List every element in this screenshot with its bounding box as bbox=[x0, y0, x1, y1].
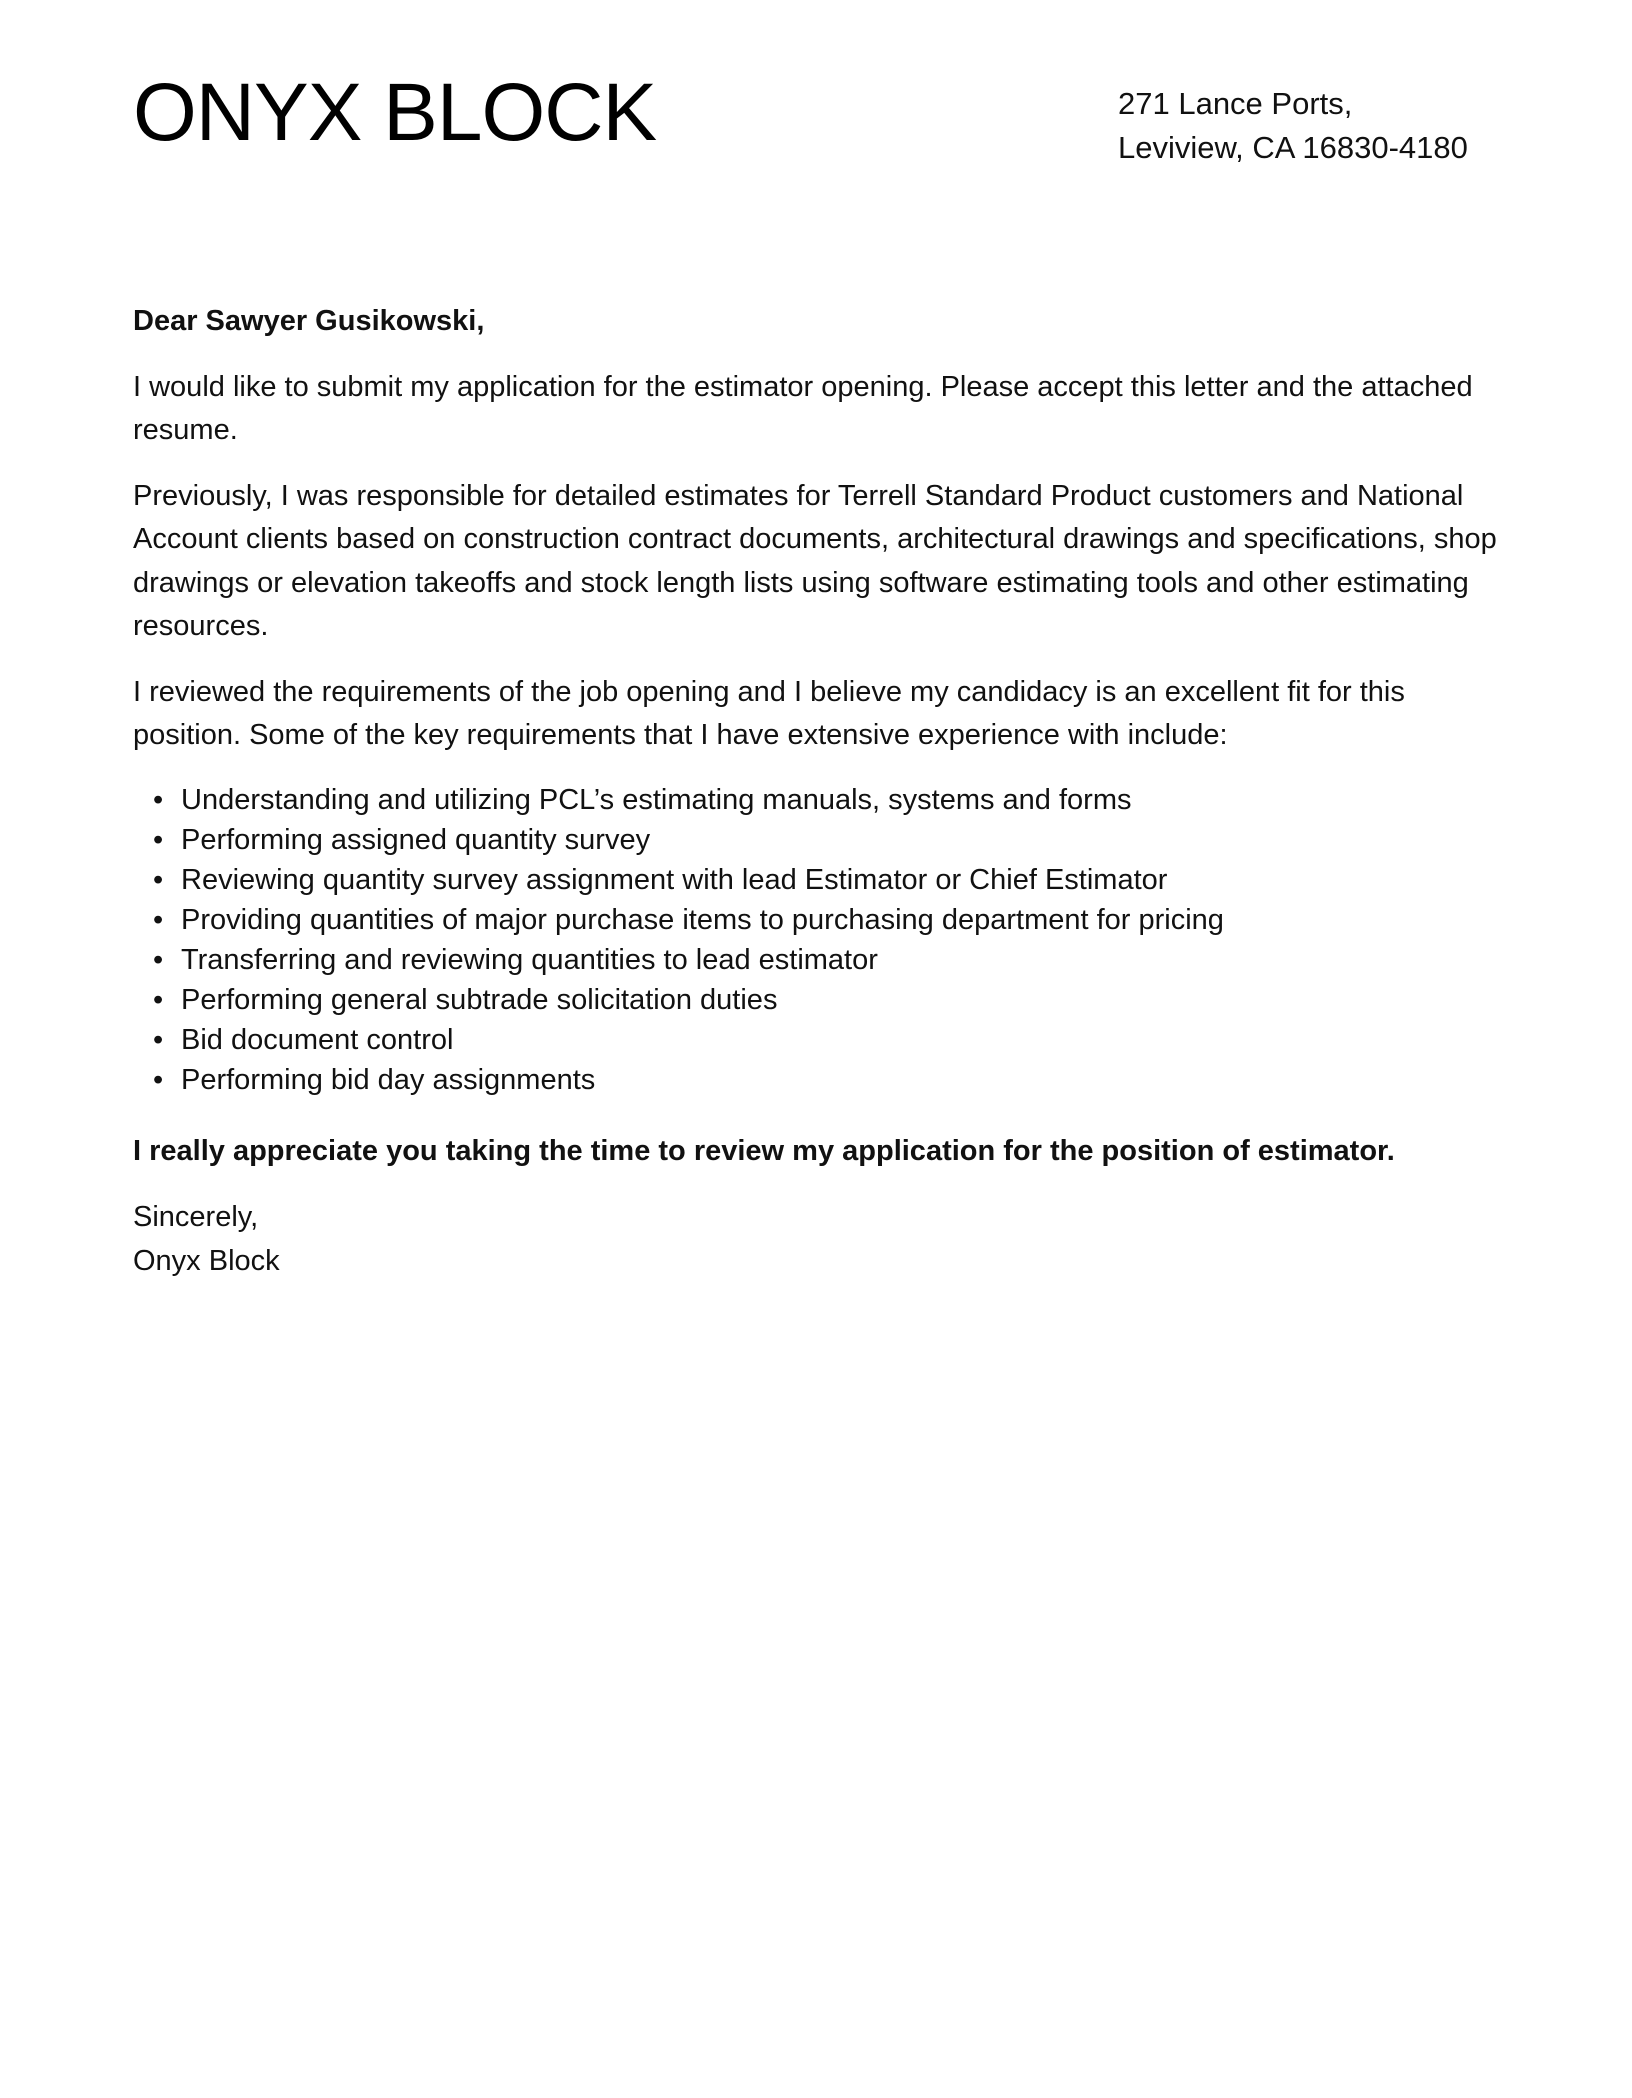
salutation: Dear Sawyer Gusikowski, bbox=[133, 305, 485, 337]
bullet-icon: • bbox=[153, 1063, 164, 1096]
list-item bbox=[153, 1020, 1503, 1060]
letter-body bbox=[133, 300, 1503, 1283]
signoff-block bbox=[133, 1195, 1503, 1283]
address-line-2: Leviview, CA 16830-4180 bbox=[1118, 130, 1468, 165]
bullet-icon: • bbox=[153, 863, 164, 896]
address-block bbox=[1118, 82, 1468, 170]
experience-paragraph: Previously, I was responsible for detailed estimates for Terrell Standard Product customers and National Account clients based on construction contract documents, architectural drawings and specifications, shop drawings or elevation takeoffs and stock length lists using software estimating tools and other estimating resources. bbox=[133, 479, 1497, 642]
list-item-text: Performing general subtrade solicitation duties bbox=[181, 983, 778, 1016]
signature: Onyx Block bbox=[133, 1245, 280, 1277]
bullet-icon: • bbox=[153, 943, 164, 976]
applicant-name: ONYX BLOCK bbox=[133, 67, 657, 158]
list-item-text: Understanding and utilizing PCL’s estimating manuals, systems and forms bbox=[181, 783, 1132, 816]
signoff: Sincerely, bbox=[133, 1201, 259, 1233]
list-item bbox=[153, 780, 1503, 820]
list-item bbox=[153, 900, 1503, 940]
intro-paragraph: I would like to submit my application for the estimator opening. Please accept this letter and the attached resume. bbox=[133, 370, 1473, 446]
bullet-icon: • bbox=[153, 903, 164, 936]
requirements-intro-paragraph: I reviewed the requirements of the job opening and I believe my candidacy is an excellent fit for this position. Some of the key requirements that I have extensive experience with include: bbox=[133, 675, 1405, 751]
list-item-text: Transferring and reviewing quantities to lead estimator bbox=[181, 943, 878, 976]
bullet-icon: • bbox=[153, 1023, 164, 1056]
requirements-list bbox=[133, 780, 1503, 1100]
address-line-1: 271 Lance Ports, bbox=[1118, 86, 1353, 121]
list-item bbox=[153, 940, 1503, 980]
list-item bbox=[153, 860, 1503, 900]
bullet-icon: • bbox=[153, 783, 164, 816]
closing-statement: I really appreciate you taking the time to review my application for the position of estimator. bbox=[133, 1134, 1395, 1167]
list-item bbox=[153, 980, 1503, 1020]
list-item-text: Reviewing quantity survey assignment with lead Estimator or Chief Estimator bbox=[181, 863, 1168, 896]
list-item-text: Performing bid day assignments bbox=[181, 1063, 596, 1096]
list-item-text: Performing assigned quantity survey bbox=[181, 823, 651, 856]
bullet-icon: • bbox=[153, 823, 164, 856]
list-item-text: Providing quantities of major purchase items to purchasing department for pricing bbox=[181, 903, 1224, 936]
list-item-text: Bid document control bbox=[181, 1023, 454, 1056]
list-item bbox=[153, 820, 1503, 860]
bullet-icon: • bbox=[153, 983, 164, 1016]
list-item bbox=[153, 1060, 1503, 1100]
